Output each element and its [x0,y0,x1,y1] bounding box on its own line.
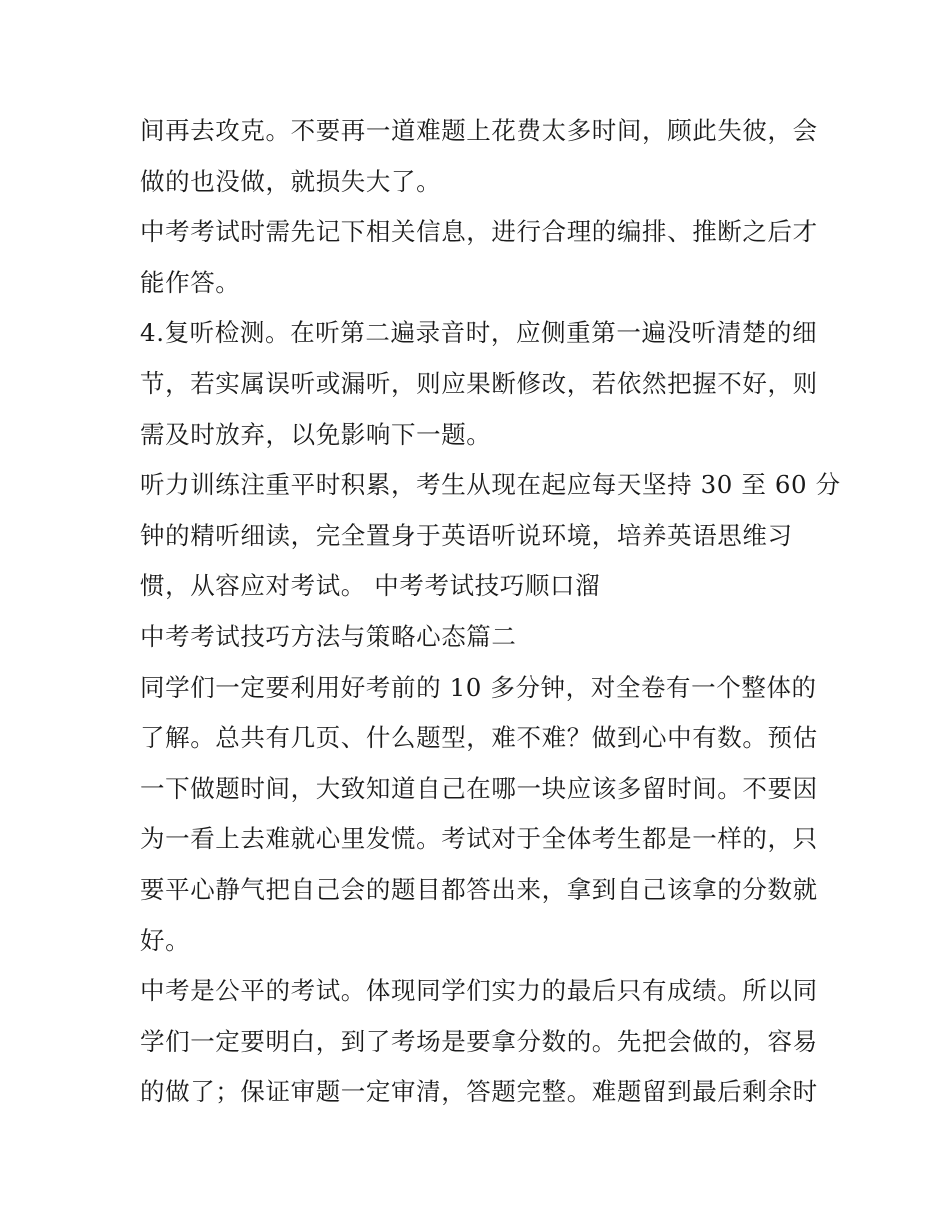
text-line: 中考是公平的考试。体现同学们实力的最后只有成绩。所以同 [140,976,818,1006]
text-line: 同学们一定要利用好考前的 10 多分钟，对全卷有一个整体的 [140,672,817,702]
text-line: 中考考试时需先记下相关信息，进行合理的编排、推断之后才 [140,217,818,247]
text-line: 了解。总共有几页、什么题型，难不难？做到心中有数。预估 [140,723,818,753]
text-line: 惯，从容应对考试。 中考考试技巧顺口溜 [140,571,601,601]
text-line: 能作答。 [140,267,241,297]
paragraph-6 [140,663,818,967]
text-line: 钟的精听细读，完全置身于英语听说环境，培养英语思维习 [140,520,793,550]
paragraph-4 [140,460,841,612]
text-line: 好。 [140,925,191,955]
paragraph-1 [140,106,818,207]
heading-line: 中考考试技巧方法与策略心态篇二 [140,621,517,651]
text-line: 听力训练注重平时积累，考生从现在起应每天坚持 30 至 60 分 [140,470,841,500]
text-line: 为一看上去难就心里发慌。考试对于全体考生都是一样的，只 [140,824,818,854]
paragraph-2 [140,207,818,308]
text-line: 学们一定要明白，到了考场是要拿分数的。先把会做的，容易 [140,1026,818,1056]
text-line: 做的也没做，就损失大了。 [140,166,442,196]
paragraph-3 [140,308,818,460]
text-line: 一下做题时间，大致知道自己在哪一块应该多留时间。不要因 [140,773,818,803]
text-line: 要平心静气把自己会的题目都答出来，拿到自己该拿的分数就 [140,874,818,904]
text-line: 节，若实属误听或漏听，则应果断修改，若依然把握不好，则 [140,368,818,398]
section-heading [140,612,815,663]
text-line: 的做了；保证审题一定审清，答题完整。难题留到最后剩余时 [140,1077,818,1107]
document-page [140,106,841,1118]
paragraph-7 [140,966,818,1118]
text-line: 需及时放弃，以免影响下一题。 [140,419,492,449]
text-line: 间再去攻克。不要再一道难题上花费太多时间，顾此失彼，会 [140,116,818,145]
text-line: 4.复听检测。在听第二遍录音时，应侧重第一遍没听清楚的细 [140,318,818,348]
